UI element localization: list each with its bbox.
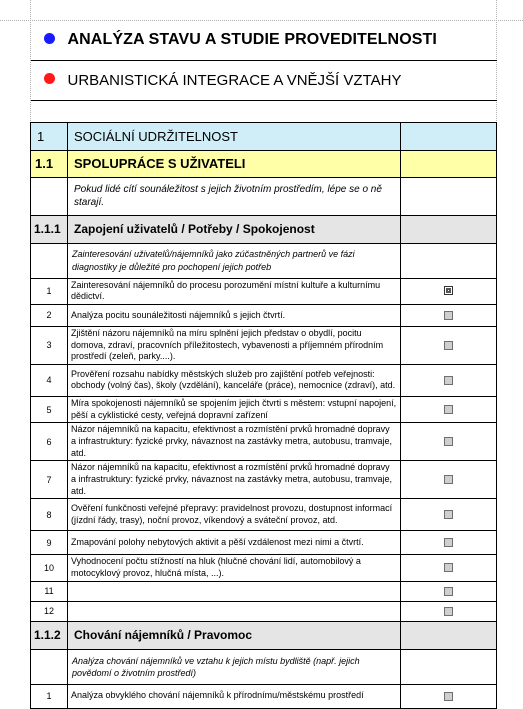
item-checkbox[interactable] [444,376,453,385]
item-checkbox[interactable] [444,607,453,616]
item-text: Míra spokojenosti nájemníků se spojením jejich čtvrti s městem: vstupní napojení, pěší a cyklistické cesty, veřejná dopravní zařízení [68,396,401,422]
category-note-row [31,243,497,278]
item-checkbox[interactable] [444,405,453,414]
item-checkbox[interactable] [444,311,453,320]
blue-bullet-icon [44,33,55,44]
subsection-note: Pokud lidé cítí sounáležitost s jejich životním prostředím, lépe se o ně starají. [68,177,401,215]
item-text: Zmapování polohy nebytových aktivit a pěší vzdálenost mezi nimi a čtvrtí. [68,531,401,555]
checklist-item-row [31,499,497,531]
main-header-row [31,20,497,60]
checklist-page [30,20,496,709]
checklist-item-row [31,531,497,555]
item-checkbox[interactable] [444,587,453,596]
subsection-title: SPOLUPRÁCE S UŽIVATELI [68,150,401,177]
item-text [68,581,401,601]
sub-header-row [31,60,497,100]
item-text: Zjištění názoru nájemníků na míru splnění jejich představ o obydlí, pocitu domova, zdraví, pracovních příležitostech, vybavenosti a příjemném přírodním prostředí (zeleň, parky....). [68,326,401,364]
section-number: 1 [31,122,68,150]
category-note: Analýza chování nájemníků ve vztahu k jejich místu bydliště (např. jejich povědomí o životním prostředí) [68,649,401,684]
item-checkbox[interactable] [444,341,453,350]
checklist-item-row [31,423,497,461]
subsection-note-row [31,177,497,215]
item-checkbox[interactable] [444,538,453,547]
category-number: 1.1.2 [31,621,68,649]
item-number: 5 [31,396,68,422]
category-number: 1.1.1 [31,215,68,243]
main-title: ANALÝZA STAVU A STUDIE PROVEDITELNOSTI [68,20,497,60]
item-number: 6 [31,423,68,461]
checklist-item-row [31,684,497,708]
category-title: Chování nájemníků / Pravomoc [68,621,401,649]
checklist-item-row [31,555,497,581]
item-text: Názor nájemníků na kapacitu, efektivnost a rozmístění prvků hromadné dopravy a infrastruktury: fyzické prvky, návaznost na zastávky metra, autobusu, tramvaje, atd. [68,423,401,461]
category-title: Zapojení uživatelů / Potřeby / Spokojenost [68,215,401,243]
checklist-item-row [31,326,497,364]
item-text: Ověření funkčnosti veřejné přepravy: pravidelnost provozu, dostupnost informací (jízdní řády, trasy), noční provoz, víkendový a sváteční provoz, atd. [68,499,401,531]
item-number: 4 [31,364,68,396]
item-text: Analýza obvyklého chování nájemníků k přírodnímu/městskému prostředí [68,684,401,708]
item-number: 3 [31,326,68,364]
item-text: Názor nájemníků na kapacitu, efektivnost a rozmístění prvků hromadné dopravy a infrastruktury: fyzické prvky, návaznost na zastávky metra, autobusu, tramvaje, atd. [68,461,401,499]
item-checkbox[interactable] [444,437,453,446]
item-checkbox[interactable] [444,510,453,519]
checklist-item-row [31,601,497,621]
item-number: 1 [31,278,68,304]
item-number: 7 [31,461,68,499]
checklist-item-row [31,461,497,499]
checklist-item-row [31,304,497,326]
item-number: 8 [31,499,68,531]
checklist-item-row [31,396,497,422]
checklist-item-row [31,278,497,304]
red-bullet-icon [44,73,55,84]
checklist-item-row [31,364,497,396]
item-text [68,601,401,621]
category-note-row [31,649,497,684]
checklist-table [30,20,497,709]
category-row [31,621,497,649]
section-title: SOCIÁLNÍ UDRŽITELNOST [68,122,401,150]
item-number: 12 [31,601,68,621]
item-text: Vyhodnocení počtu stížností na hluk (hlučné chování lidí, automobilový a motocyklový provoz, hlučná místa, ...). [68,555,401,581]
category-row [31,215,497,243]
item-text: Analýza pocitu sounáležitosti nájemníků s jejich čtvrtí. [68,304,401,326]
item-checkbox[interactable] [444,563,453,572]
section-row [31,122,497,150]
item-number: 2 [31,304,68,326]
subsection-row [31,150,497,177]
item-number: 11 [31,581,68,601]
item-checkbox[interactable] [444,692,453,701]
subsection-number: 1.1 [31,150,68,177]
item-checkbox[interactable] [444,475,453,484]
item-number: 9 [31,531,68,555]
checklist-item-row [31,581,497,601]
sub-title: URBANISTICKÁ INTEGRACE A VNĚJŠÍ VZTAHY [68,60,497,100]
item-number: 10 [31,555,68,581]
spacer-row [31,100,497,122]
category-note: Zainteresování uživatelů/nájemníků jako zúčastněných partnerů ve fázi diagnostiky je důležité pro pochopení jejich potřeb [68,243,401,278]
item-text: Prověření rozsahu nabídky městských služeb pro zajištění potřeb veřejnosti: obchody (volný čas), školy (vzdělání), kanceláře (práce), nemocnice (zdraví), atd. [68,364,401,396]
item-text: Zainteresování nájemníků do procesu porozumění místní kultuře a kulturnímu dědictví. [68,278,401,304]
item-number: 1 [31,684,68,708]
item-checkbox[interactable] [444,286,453,295]
